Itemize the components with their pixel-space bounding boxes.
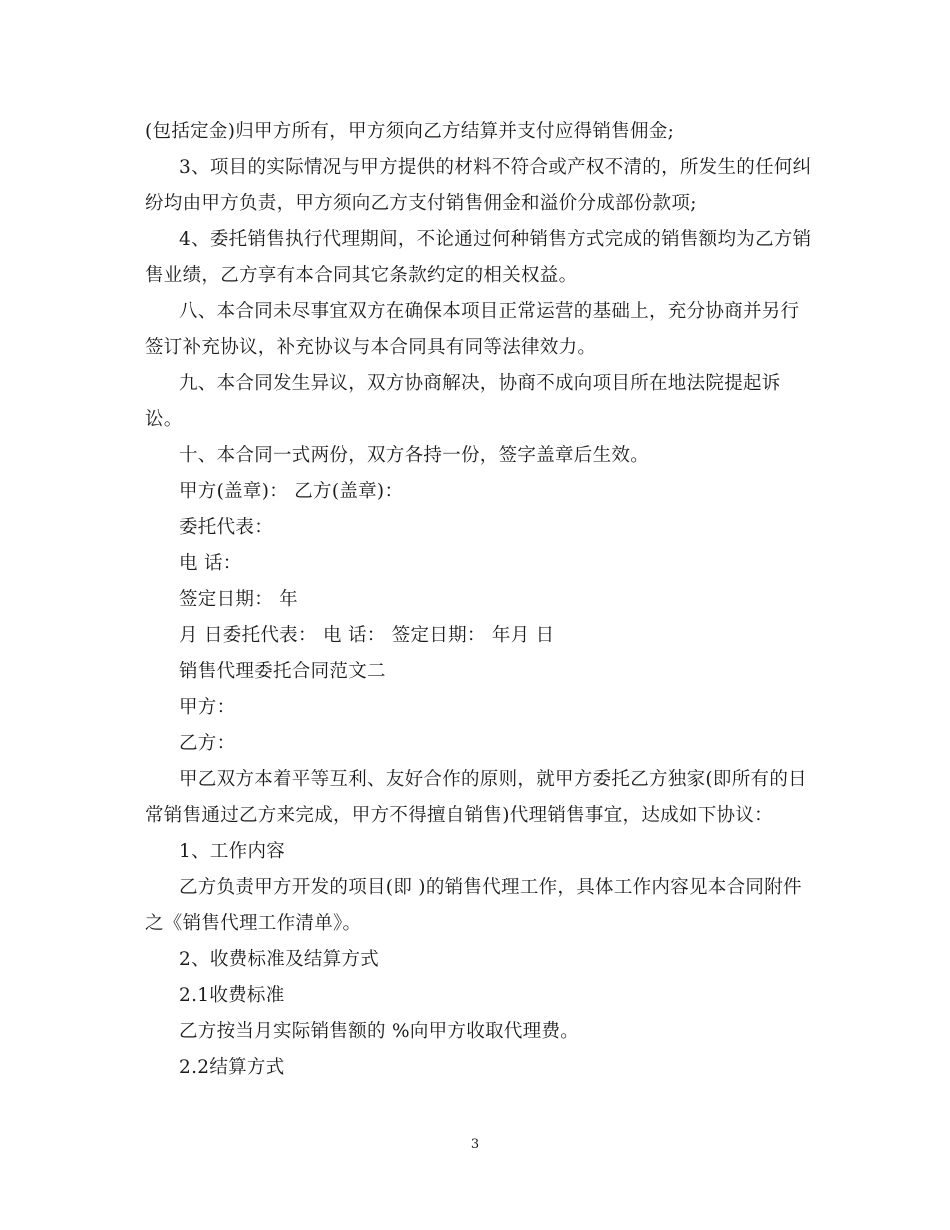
text-line: (包括定金)归甲方所有，甲方须向乙方结算并支付应得销售佣金;: [145, 121, 675, 142]
text-line: 乙方：: [179, 733, 236, 754]
text-line: 常销售通过乙方来完成，甲方不得擅自销售)代理销售事宜，达成如下协议：: [145, 805, 773, 826]
text-line: 月 日委托代表： 电 话： 签定日期： 年月 日: [179, 625, 555, 646]
text-line: 售业绩，乙方享有本合同其它条款约定的相关权益。: [145, 265, 578, 286]
text-line: 2.2结算方式: [179, 1057, 285, 1078]
text-line: 纷均由甲方负责，甲方须向乙方支付销售佣金和溢价分成部份款项;: [145, 193, 697, 214]
page-number: 3: [470, 1137, 480, 1152]
text-line: 之《销售代理工作清单》。: [145, 913, 362, 934]
text-line: 甲方：: [179, 697, 236, 718]
text-line: 甲乙双方本着平等互利、友好合作的原则，就甲方委托乙方独家(即所有的日: [179, 769, 807, 790]
text-line: 十、本合同一式两份，双方各持一份，签字盖章后生效。: [179, 445, 650, 466]
text-line: 2.1收费标准: [179, 985, 285, 1006]
text-line: 乙方按当月实际销售额的 %向甲方收取代理费。: [179, 1021, 580, 1042]
text-line: 甲方(盖章)： 乙方(盖章)：: [179, 481, 404, 502]
document-body: [145, 114, 815, 1086]
text-line: 3、项目的实际情况与甲方提供的材料不符合或产权不清的，所发生的任何纠: [179, 157, 812, 178]
text-line: 销售代理委托合同范文二: [179, 661, 386, 682]
text-line: 九、本合同发生异议，双方协商解决，协商不成向项目所在地法院提起诉: [179, 373, 781, 394]
text-line: 电 话：: [179, 553, 242, 574]
text-line: 4、委托销售执行代理期间，不论通过何种销售方式完成的销售额均为乙方销: [179, 229, 812, 250]
text-line: 八、本合同未尽事宜双方在确保本项目正常运营的基础上，充分协商并另行: [179, 301, 800, 322]
text-line: 委托代表：: [179, 517, 274, 538]
text-line: 讼。: [145, 409, 183, 430]
text-line: 乙方负责甲方开发的项目(即 )的销售代理工作，具体工作内容见本合同附件: [179, 877, 802, 898]
text-line: 1、工作内容: [179, 841, 286, 862]
text-line: 签订补充协议，补充协议与本合同具有同等法律效力。: [145, 337, 597, 358]
text-line: 2、收费标准及结算方式: [179, 949, 380, 970]
text-line: 签定日期： 年: [179, 589, 298, 610]
